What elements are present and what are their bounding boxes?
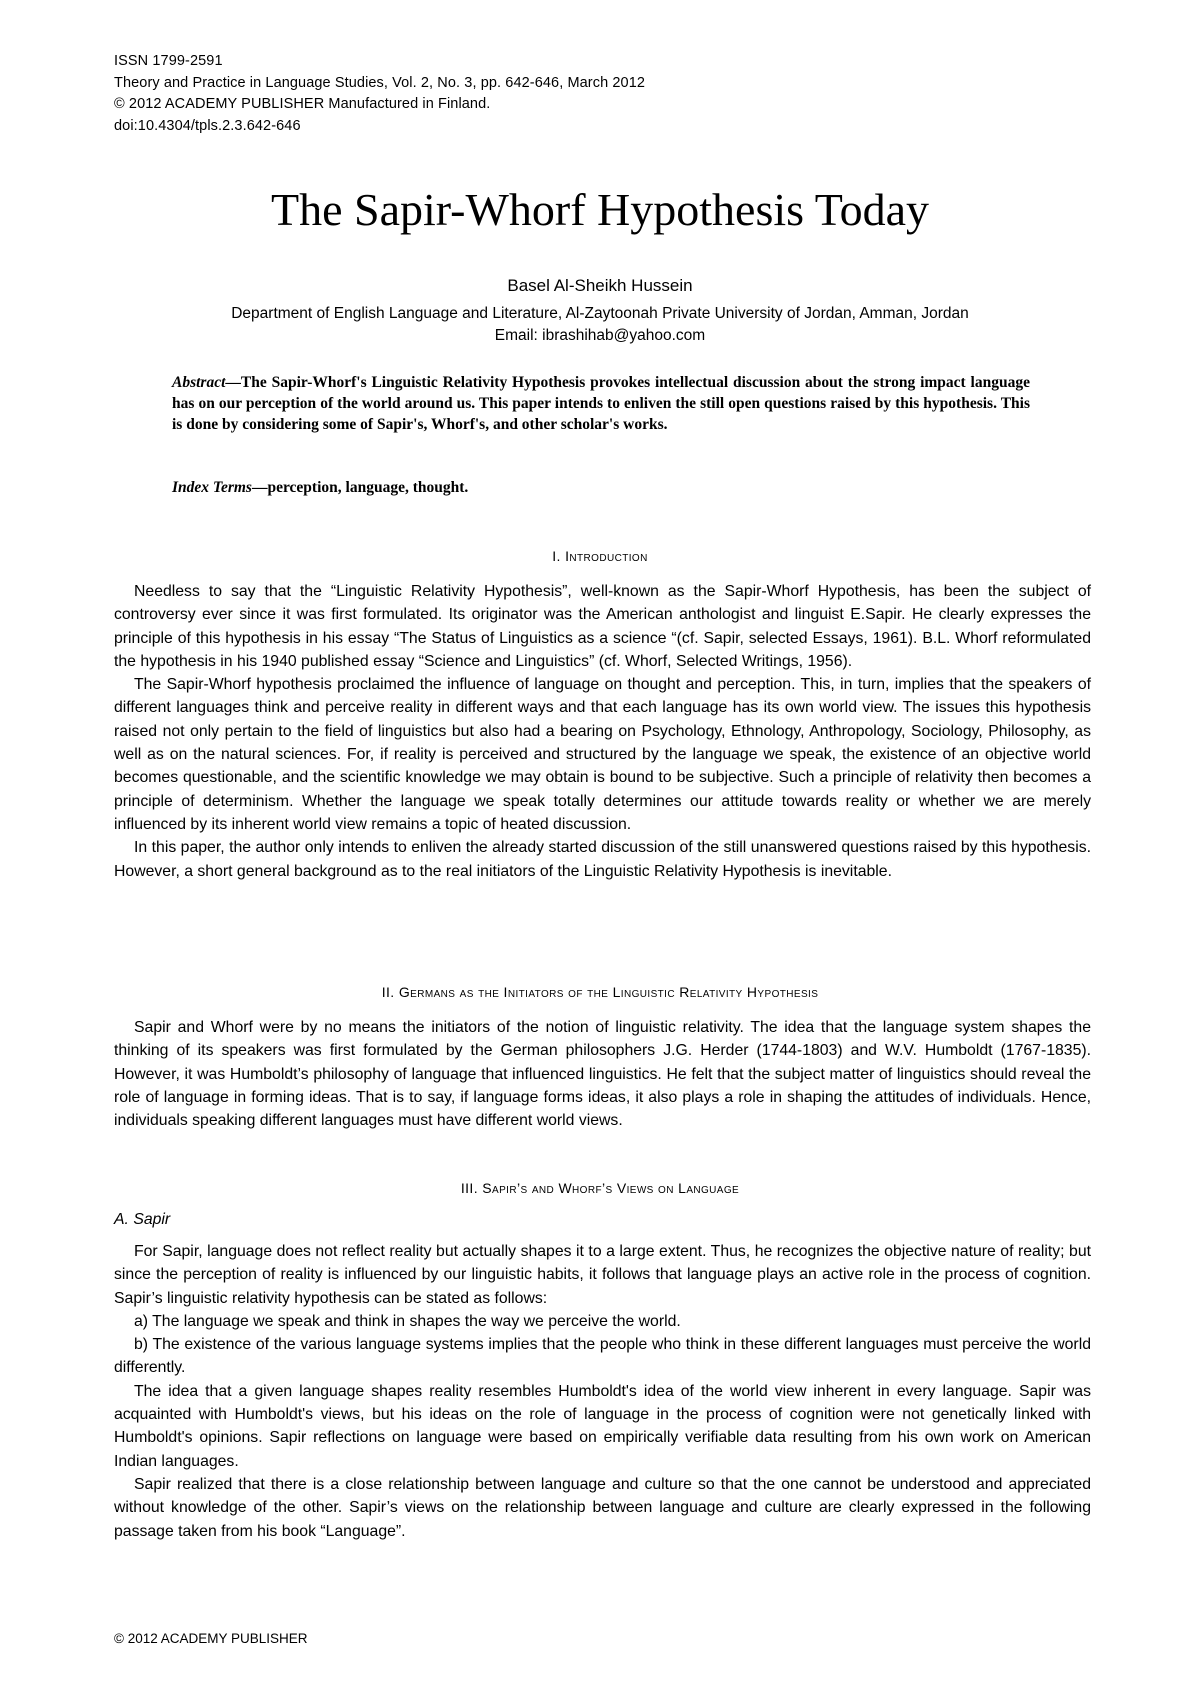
copyright-line: © 2012 ACADEMY PUBLISHER Manufactured in Finland.: [114, 96, 491, 112]
abstract-label: Abstract: [172, 374, 226, 391]
page-footer: © 2012 ACADEMY PUBLISHER: [114, 1631, 308, 1646]
list-item: b) The existence of the various language systems implies that the people who think in these different languages must perceive the world differently.: [114, 1336, 1091, 1377]
paragraph: The idea that a given language shapes reality resembles Humboldt's idea of the world view inherent in every language. Sapir was acquainted with Humboldt's views, but his ideas on the role of language in the process of cognition were not genetically linked with Humboldt's opinions. Sapir reflections on language were based on empirically verifiable data resulting from his own work on American Indian languages.: [114, 1382, 1091, 1470]
section-heading-introduction: I. Introduction: [552, 548, 648, 564]
abstract-text: —The Sapir-Whorf's Linguistic Relativity Hypothesis provokes intellectual discussion about the strong impact language has on our perception of the world around us. This paper intends to enliven the still open questions raised by this hypothesis. This is done by considering some of Sapir's, Whorf's, and other scholar's works.: [172, 374, 1030, 433]
author-email: Email: ibrashihab@yahoo.com: [494, 327, 706, 344]
paragraph: In this paper, the author only intends to enliven the already started discussion of the still unanswered questions raised by this hypothesis. However, a short general background as to the real initiators of the Linguistic Relativity Hypothesis is inevitable.: [114, 839, 1091, 880]
index-terms-label: Index Terms: [172, 479, 252, 496]
issn: ISSN 1799-2591: [114, 53, 223, 69]
index-terms: [172, 477, 1030, 498]
paragraph: Sapir and Whorf were by no means the initiators of the notion of linguistic relativity. The idea that the language system shapes the thinking of its speakers was first formulated by the German philosophers J.G. Herder (1744-1803) and W.V. Humboldt (1767-1835). However, it was Humboldt’s philosophy of language that influenced linguistics. He felt that the subject matter of linguistics should reveal the role of language in forming ideas. That is to say, if language forms ideas, it also plays a role in shaping the attitudes of individuals. Hence, individuals speaking different languages must have different world views.: [114, 1019, 1091, 1130]
section-heading-views: III. Sapir’s and Whorf’s Views on Language: [460, 1180, 740, 1196]
paragraph: Needless to say that the “Linguistic Relativity Hypothesis”, well-known as the Sapir-Whorf Hypothesis, has been the subject of controversy ever since it was first formulated. Its originator was the American anthologist and linguist E.Sapir. He clearly expresses the principle of this hypothesis in his essay “The Status of Linguistics as a science “(cf. Sapir, selected Essays, 1961). B.L. Whorf reformulated the hypothesis in his 1940 published essay “Science and Linguistics” (cf. Whorf, Selected Writings, 1956).: [114, 583, 1091, 670]
subsection-heading-sapir: A. Sapir: [114, 1211, 171, 1228]
section-views-body: [114, 1240, 1091, 1543]
journal-citation: Theory and Practice in Language Studies, Vol. 2, No. 3, pp. 642-646, March 2012: [114, 74, 646, 91]
list-item: a) The language we speak and think in shapes the way we perceive the world.: [134, 1312, 681, 1330]
section-germans-body: [114, 1016, 1091, 1132]
abstract: [172, 372, 1030, 435]
paragraph: For Sapir, language does not reflect reality but actually shapes it to a large extent. Thus, he recognizes the objective nature of reality; but since the perception of reality is influenced by our linguistic habits, it follows that language plays an active role in the process of cognition. Sapir’s linguistic relativity hypothesis can be stated as follows:: [114, 1243, 1091, 1307]
affiliation: Department of English Language and Literature, Al-Zaytoonah Private University of Jordan, Amman, Jordan: [231, 305, 969, 322]
section-introduction-body: [114, 580, 1091, 883]
paragraph: Sapir realized that there is a close relationship between language and culture so that the one cannot be understood and appreciated without knowledge of the other. Sapir’s views on the relationship between language and culture are clearly expressed in the following passage taken from his book “Language”.: [114, 1475, 1091, 1540]
paragraph: The Sapir-Whorf hypothesis proclaimed the influence of language on thought and perception. This, in turn, implies that the speakers of different languages think and perceive reality in different ways and that each language has its own world view. The issues this hypothesis raised not only pertain to the field of linguistics but also had a bearing on Psychology, Ethnology, Anthropology, Sociology, Philosophy, as well as on the natural sciences. For, if reality is perceived and structured by the language we speak, the existence of an objective world becomes questionable, and the scientific knowledge we may obtain is bound to be subjective. Such a principle of relativity then becomes a principle of determinism. Whether the language we speak totally determines our attitude towards reality or whether we are merely influenced by its inherent world view remains a topic of heated discussion.: [114, 676, 1091, 833]
author-affiliation: [0, 303, 1200, 347]
section-heading-germans: II. Germans as the Initiators of the Linguistic Relativity Hypothesis: [381, 984, 819, 1000]
index-terms-text: —perception, language, thought.: [251, 479, 469, 496]
doi: doi:10.4304/tpls.2.3.642-646: [114, 117, 301, 134]
paper-title: The Sapir-Whorf Hypothesis Today: [270, 184, 930, 235]
author-name: Basel Al-Sheikh Hussein: [507, 276, 693, 295]
journal-header: [114, 51, 645, 137]
